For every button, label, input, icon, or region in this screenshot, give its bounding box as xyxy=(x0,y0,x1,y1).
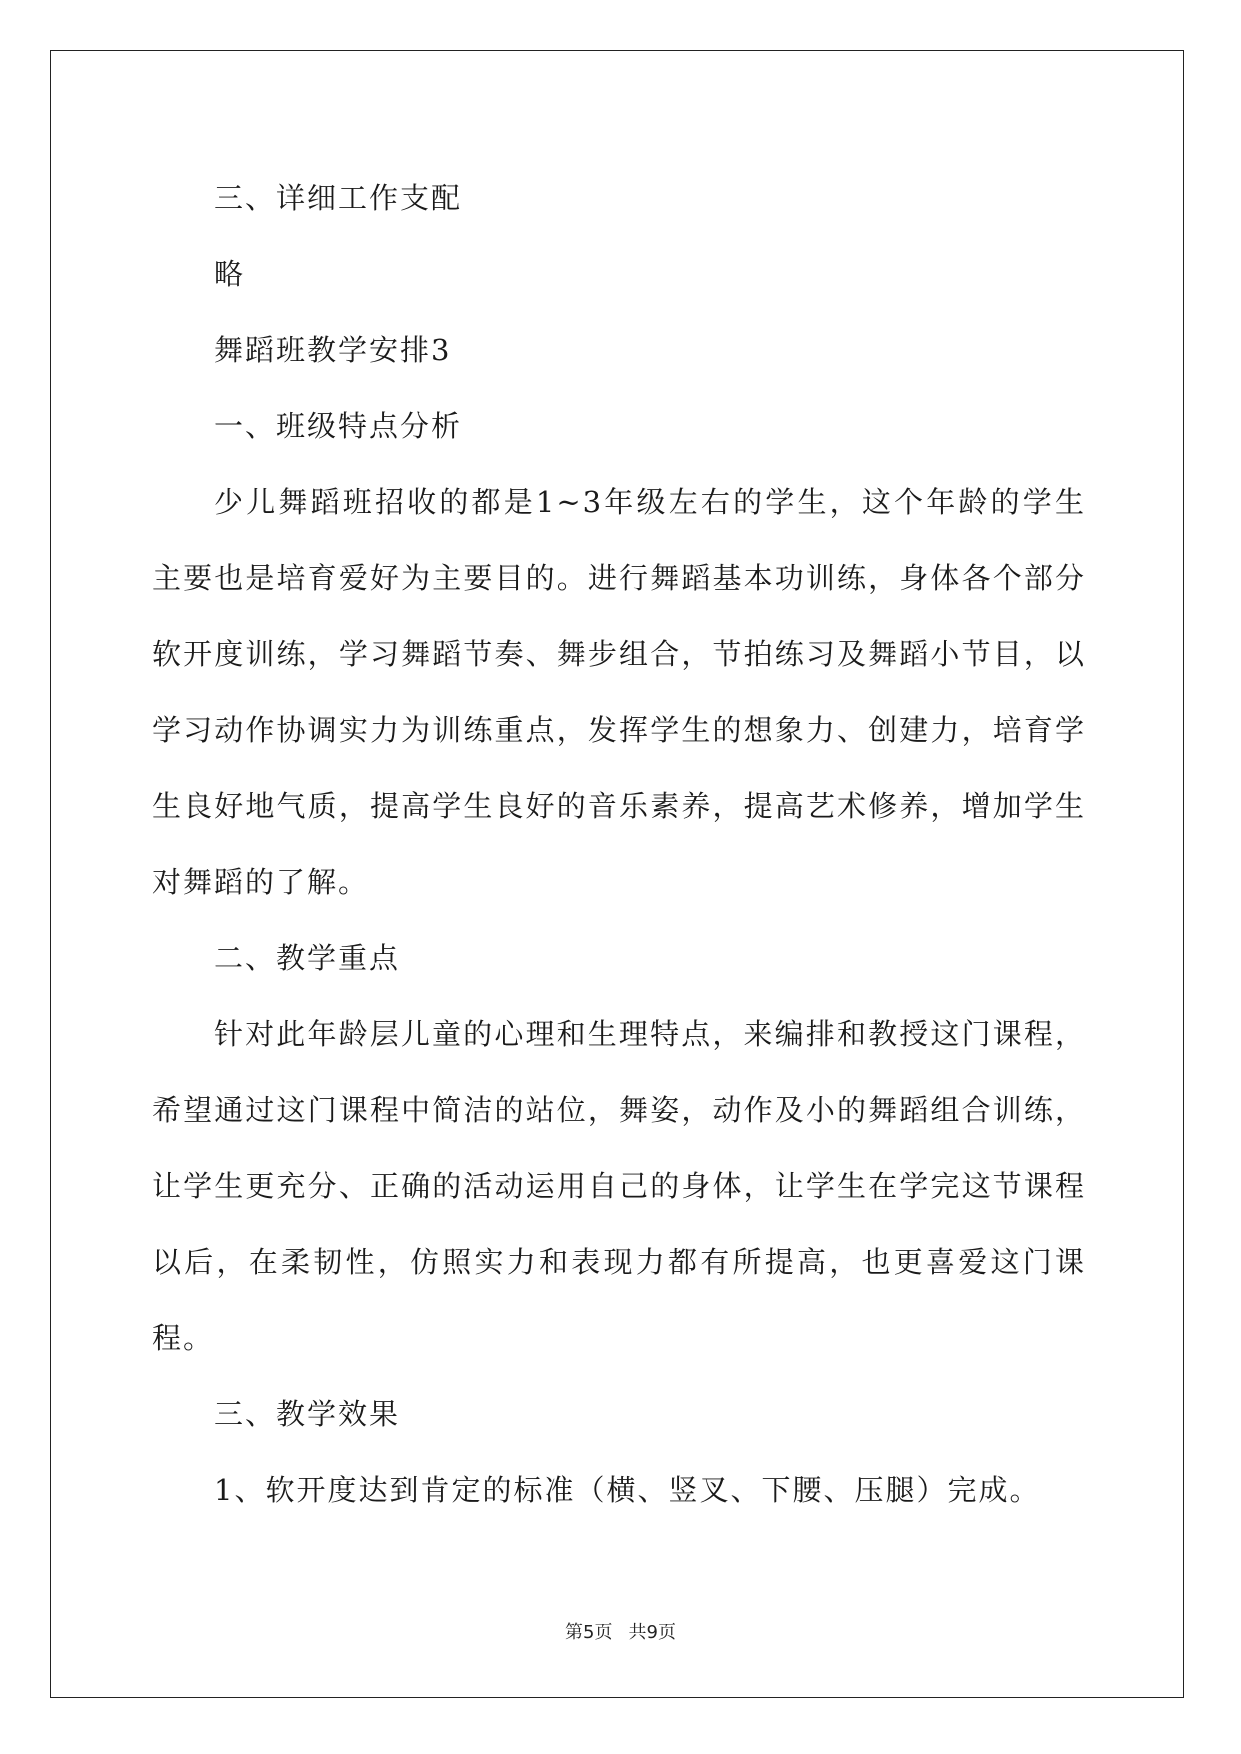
paragraph-class-analysis: 少儿舞蹈班招收的都是1~3年级左右的学生，这个年龄的学生主要也是培育爱好为主要目的。进行舞蹈基本功训练，身体各个部分软开度训练，学习舞蹈节奏、舞步组合，节拍练习及舞蹈小节目，以学习动作协调实力为训练重点，发挥学生的想象力、创建力，培育学生良好地气质，提高学生良好的音乐素养，提高艺术修养，增加学生对舞蹈的了解。 xyxy=(152,485,1086,899)
omitted-note: 略 xyxy=(214,257,246,291)
section-title: 舞蹈班教学安排3 xyxy=(214,333,452,367)
paragraph-flexibility-goal: 1、软开度达到肯定的标准（横、竖叉、下腰、压腿）完成。 xyxy=(214,1473,1041,1507)
document-body xyxy=(152,160,1086,1528)
heading-teaching-effect: 三、教学效果 xyxy=(214,1397,401,1431)
page-footer xyxy=(0,1618,1241,1644)
heading-teaching-focus: 二、教学重点 xyxy=(214,941,401,975)
paragraph-teaching-focus: 针对此年龄层儿童的心理和生理特点，来编排和教授这门课程，希望通过这门课程中简洁的站位，舞姿，动作及小的舞蹈组合训练，让学生更充分、正确的活动运用自己的身体，让学生在学完这节课程以后，在柔韧性，仿照实力和表现力都有所提高，也更喜爱这门课程。 xyxy=(152,1017,1086,1355)
page-total: 共9页 xyxy=(628,1622,676,1643)
page-number: 第5页 xyxy=(565,1622,613,1643)
heading-detailed-work: 三、详细工作支配 xyxy=(214,181,463,215)
heading-class-analysis: 一、班级特点分析 xyxy=(214,409,463,443)
